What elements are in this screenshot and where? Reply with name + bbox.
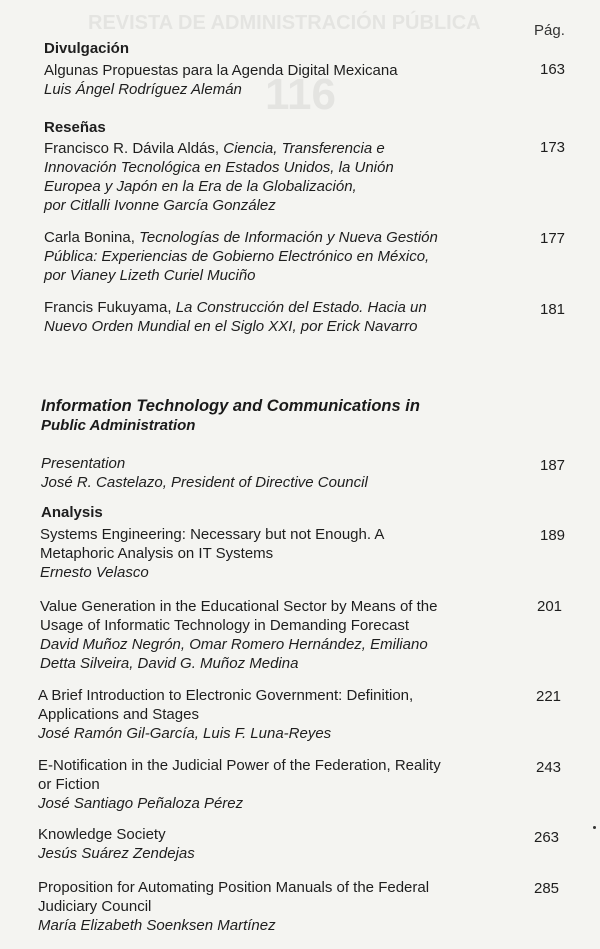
entry-title: Value Generation in the Educational Sector by Means of the [40,598,438,615]
entry-author: Ernesto Velasco [40,564,149,581]
toc-entry [44,139,524,215]
entry-author: José R. Castelazo, President of Directive Council [41,474,368,491]
page-number: 163 [540,61,566,78]
section-title-resenas: Reseñas [44,119,106,136]
toc-entry [38,686,518,743]
entry-title: Presentation [41,455,126,472]
section-title-divulgacion: Divulgación [44,40,130,57]
page-column-header: Pág. [534,22,565,39]
entry-title: Systems Engineering: Necessary but not Enough. A [40,526,385,543]
toc-entry [40,597,520,673]
part-title-line: Information Technology and Communications in [41,397,420,415]
review-author: Carla Bonina, [44,229,135,246]
page-number: 263 [534,829,560,846]
entry-title-cont: Judiciary Council [38,898,152,915]
entry-author: Jesús Suárez Zendejas [38,845,195,862]
entry-title: E-Notification in the Judicial Power of the Federation, Reality [38,757,441,774]
page-number: 181 [540,301,566,318]
entry-title-cont: Applications and Stages [38,706,199,723]
toc-entry [44,228,524,285]
page-number: 177 [540,230,566,247]
bleed-through-text: REVISTA DE ADMINISTRACIÓN PÚBLICA [88,12,481,34]
entry-title-cont: Europea y Japón en la Era de la Globalización, [44,178,357,195]
entry-author-cont: Detta Silveira, David G. Muñoz Medina [40,655,299,672]
entry-title-cont: Innovación Tecnológica en Estados Unidos, la Unión [44,159,394,176]
entry-title: La Construcción del Estado. Hacia un [175,299,427,316]
toc-entry [44,61,398,99]
toc-entry [38,878,518,935]
part-title-line: Public Administration [41,417,196,434]
entry-title: Knowledge Society [38,826,166,843]
print-speck [593,826,596,829]
entry-reviewer: por Vianey Lizeth Curiel Muciño [44,267,256,284]
entry-title: Tecnologías de Información y Nueva Gestión [139,229,438,246]
section-title-analysis: Analysis [41,504,103,521]
entry-title: Algunas Propuestas para la Agenda Digital Mexicana [44,62,398,79]
page-number: 201 [537,598,563,615]
entry-title-cont: Nuevo Orden Mundial en el Siglo XXI, por Erick Navarro [44,318,418,335]
entry-title: A Brief Introduction to Electronic Government: Definition, [38,687,414,704]
toc-entry [40,525,520,582]
entry-author: David Muñoz Negrón, Omar Romero Hernández, Emiliano [40,636,428,653]
entry-title: Proposition for Automating Position Manuals of the Federal [38,879,430,896]
part-title [41,397,420,435]
entry-title-cont: Usage of Informatic Technology in Demanding Forecast [40,617,410,634]
page-number: 187 [540,457,566,474]
page-number: 243 [536,759,562,776]
entry-title-cont: Pública: Experiencias de Gobierno Electrónico en México, [44,248,430,265]
page-number: 173 [540,139,566,156]
toc-entry [38,825,518,863]
toc-entry [38,756,518,813]
page-number: 221 [536,688,562,705]
entry-title-cont: Metaphoric Analysis on IT Systems [40,545,274,562]
entry-title-cont: or Fiction [38,776,100,793]
toc-entry [44,298,524,336]
entry-author: María Elizabeth Soenksen Martínez [38,917,276,934]
page-number: 189 [540,527,566,544]
review-author: Francis Fukuyama, [44,299,172,316]
entry-author: José Ramón Gil-García, Luis F. Luna-Reyes [38,725,332,742]
entry-author: José Santiago Peñaloza Pérez [38,795,244,812]
review-author: Francisco R. Dávila Aldás, [44,140,220,157]
entry-title: Ciencia, Transferencia e [223,140,385,157]
entry-reviewer: por Citlalli Ivonne García González [44,197,276,214]
entry-author: Luis Ángel Rodríguez Alemán [44,81,242,98]
page-number: 285 [534,880,560,897]
toc-entry [41,454,368,492]
bleed-through-number: 116 [265,70,336,119]
